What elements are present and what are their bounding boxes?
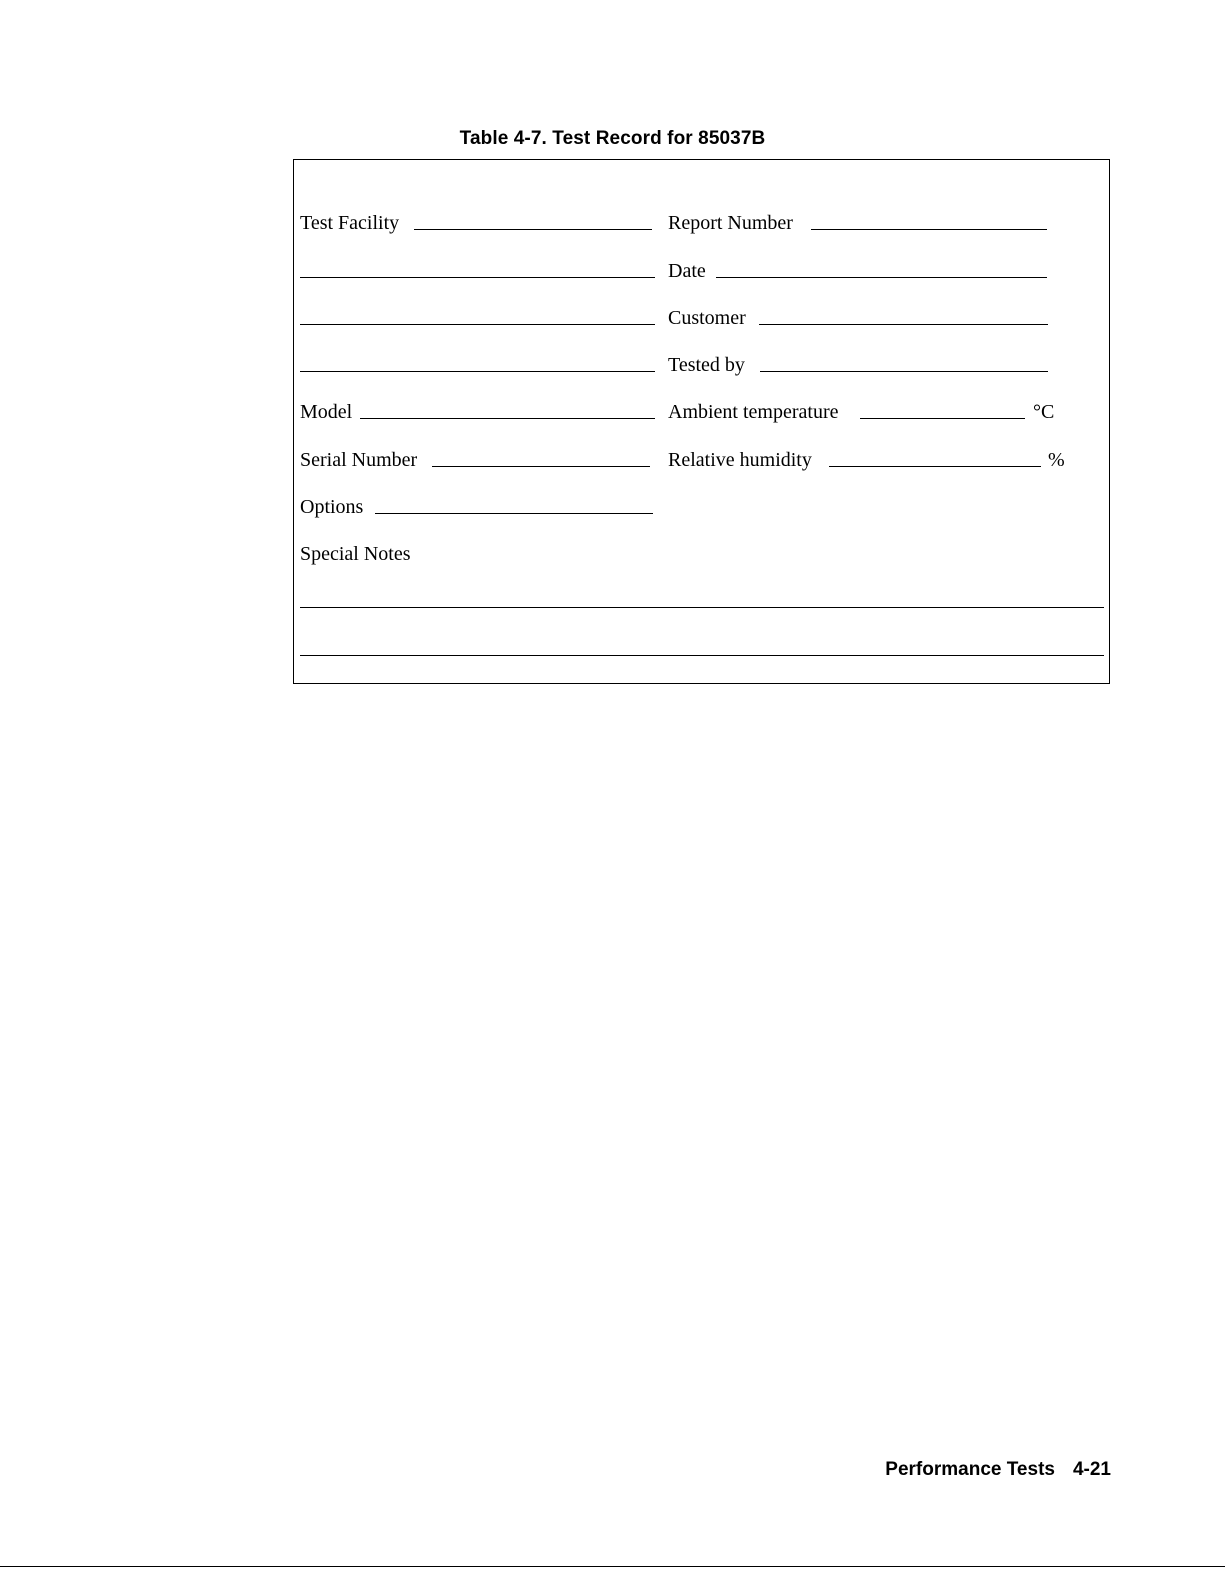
- report-number-label: Report Number: [668, 212, 793, 234]
- page-bottom-rule: [0, 1566, 1225, 1567]
- percent-unit: %: [1048, 449, 1065, 471]
- options-label: Options: [300, 496, 364, 518]
- tested-by-field[interactable]: [760, 371, 1048, 372]
- celsius-unit: °C: [1033, 401, 1055, 423]
- report-number-field[interactable]: [811, 229, 1047, 230]
- special-notes-line-2[interactable]: [300, 655, 1104, 656]
- customer-label: Customer: [668, 307, 746, 329]
- date-label: Date: [668, 260, 706, 282]
- test-facility-line-3[interactable]: [300, 324, 655, 325]
- serial-number-label: Serial Number: [300, 449, 418, 471]
- special-notes-label: Special Notes: [300, 543, 411, 565]
- ambient-temperature-label: Ambient temperature: [668, 401, 839, 423]
- serial-number-field[interactable]: [432, 466, 650, 467]
- customer-field[interactable]: [759, 324, 1048, 325]
- page-footer: [885, 1458, 1111, 1482]
- relative-humidity-label: Relative humidity: [668, 449, 812, 471]
- special-notes-line-1[interactable]: [300, 607, 1104, 608]
- model-label: Model: [300, 401, 353, 423]
- test-facility-line-4[interactable]: [300, 371, 655, 372]
- test-facility-label: Test Facility: [300, 212, 400, 234]
- ambient-temperature-field[interactable]: [860, 418, 1025, 419]
- test-facility-line-2[interactable]: [300, 277, 655, 278]
- options-field[interactable]: [375, 513, 653, 514]
- page-number: 4-21: [1072, 1459, 1111, 1480]
- model-field[interactable]: [360, 418, 655, 419]
- test-facility-field[interactable]: [414, 229, 652, 230]
- footer-section-title: Performance Tests: [885, 1459, 1055, 1480]
- date-field[interactable]: [716, 277, 1047, 278]
- relative-humidity-field[interactable]: [829, 466, 1041, 467]
- tested-by-label: Tested by: [668, 354, 745, 376]
- table-title: Table 4-7. Test Record for 85037B: [459, 128, 766, 149]
